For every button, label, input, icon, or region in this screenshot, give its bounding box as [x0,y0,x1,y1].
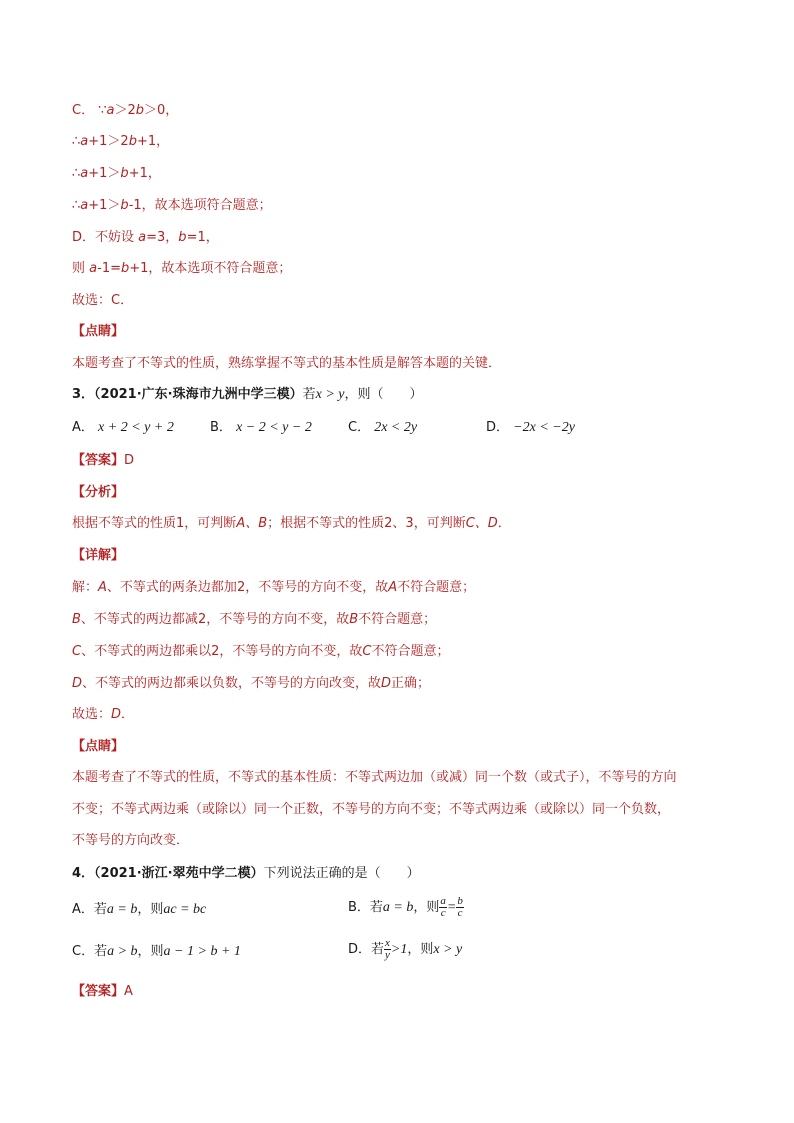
option-label: C．若 [72,944,108,959]
detail-line-4 [72,674,430,694]
var-b: b [128,134,137,149]
relation: +1＞2 [88,134,129,149]
var-a: a [80,166,89,181]
text: ，可判断 [184,516,237,531]
var-a: a [106,103,115,118]
text: 、不等式的两边都乘以负数，不等号的方向改变，故 [82,676,382,691]
option-c[interactable] [348,418,417,438]
tag-detail: 【详解】 [72,548,125,563]
option-a[interactable] [72,418,174,438]
number: 2 [197,612,207,627]
var: A [388,580,398,595]
tag-answer: 【答案】 [72,453,125,468]
relation-end: +1， [128,166,161,181]
comment-1: 本题考查了不等式的性质，熟练掌握不等式的基本性质是解答本题的关键． [72,356,502,371]
relation-end: -1，故本选项符合题意； [128,198,272,213]
text-pre: 则 [72,261,86,276]
tag-comment-2: 【点睛】 [72,739,125,754]
therefore-symbol: ∴ [72,166,81,181]
text: 不符合题意； [397,580,476,595]
var: C [72,644,82,659]
option-expr: x + 2 < y + 2 [98,420,174,435]
text: ，则 [137,944,164,959]
solution-option-d-line1 [72,228,219,248]
options-cd: C、D [465,516,498,531]
option-expr: 2x < 2y [374,420,418,435]
var: C [362,644,372,659]
text: 解： [72,580,99,595]
options-ab: A、B [236,516,268,531]
label: C． [72,103,95,118]
condition: >1 [390,942,408,957]
solution-option-c-line3 [72,164,161,184]
text: 、不等式的两条边都加 [106,580,237,595]
tag-analysis: 【分析】 [72,485,125,500]
question-number: 4． [72,866,95,881]
detail-line-1 [72,578,475,598]
text: ． [497,516,511,531]
text: =3， [146,230,179,245]
option-expr: −2x < −2y [513,420,575,435]
text: ，不等号的方向不变，故 [245,580,389,595]
var: D [111,707,122,722]
solution-option-c-line1 [72,101,178,121]
option-label: D． [486,420,510,435]
text: ；根据不等式的性质 [267,516,385,531]
comment-2-line1: 本题考查了不等式的性质，不等式的基本性质：不等式两边加（或减）同一个数（或式子），不等号的方向 [72,770,677,785]
text: ，不等号的方向不变，故 [219,644,363,659]
option-label: B． [210,420,232,435]
option-a[interactable] [72,900,206,920]
because-symbol: ∵ [98,103,107,118]
denominator: c [440,907,446,919]
var-b: b [120,198,129,213]
var-a: a [80,134,89,149]
option-b[interactable] [210,418,312,438]
numerator: b [457,895,463,907]
var: D [381,676,392,691]
option-label: A． [72,420,94,435]
text: -1= [97,261,121,276]
text: 根据不等式的性质 [72,516,177,531]
solution-option-c-line4 [72,196,272,216]
relation: +1＞ [88,198,121,213]
choose-line-2 [72,705,134,725]
analysis-text [72,514,511,534]
option-label: C． [348,420,371,435]
question-4-options-row2 [72,937,722,970]
option-label: B．若 [348,900,383,915]
text-end: +1，故本选项不符合题意； [129,261,292,276]
var: B [349,612,359,627]
number: 2 [236,580,246,595]
number: 2、3 [384,516,414,531]
condition: x > y [315,387,345,402]
var-a: a [89,261,98,276]
text: ，则 [407,942,434,957]
result: x > y [433,942,463,957]
question-4-options-row1 [72,895,722,928]
text: 不符合题意； [358,612,437,627]
option-d[interactable] [486,418,575,438]
fraction-b-over-c [456,896,464,919]
text-end: =1， [186,230,219,245]
fraction-x-over-y [384,938,391,961]
var-b: b [178,230,187,245]
question-3-stem [72,385,423,405]
number: 2 [211,644,220,659]
numerator: a [440,895,446,907]
option-label: A．若 [72,902,107,917]
var-a: a [80,198,89,213]
relation: ＞2 [114,103,136,118]
text: ，可判断 [413,516,466,531]
option-c[interactable] [72,942,241,962]
text: ，则 [137,902,164,917]
relation: +1＞ [88,166,121,181]
text: 故选： [72,707,112,722]
solution-option-c-line2 [72,132,169,152]
option-d[interactable] [348,938,462,961]
result: ac = bc [163,902,207,917]
result: a − 1 > b + 1 [163,944,241,959]
stem-post: ，则（ ） [344,387,423,402]
denominator: y [385,949,390,961]
condition: a > b [107,944,138,959]
question-source: （2021·广东·珠海市九洲中学三模） [94,387,303,402]
relation-end: ＞0， [144,103,179,118]
text: 、不等式的两边都乘以 [81,644,212,659]
number: 1 [176,516,185,531]
option-expr: x − 2 < y − 2 [236,420,312,435]
condition: a = b [106,902,138,917]
var: A [98,580,107,595]
numerator: x [385,937,390,949]
tag-comment-1: 【点睛】 [72,324,125,339]
var-b: b [135,103,145,118]
equals: = [446,900,457,915]
detail-line-2 [72,610,436,630]
text: 不符合题意； [371,644,450,659]
fraction-a-over-c [439,896,447,919]
answer-value: A [124,984,133,999]
label: D．不妨设 [72,230,135,245]
detail-line-3 [72,642,449,662]
tag-answer: 【答案】 [72,984,125,999]
stem: 下列说法正确的是（ ） [263,866,420,881]
var-a: a [138,230,147,245]
answer-3 [72,451,134,471]
option-b[interactable] [348,896,464,919]
comment-2-line2: 不变；不等式两边乘（或除以）同一个正数，不等号的方向不变；不等式两边乘（或除以）同一个负数， [72,802,671,817]
denominator: c [457,907,463,919]
var-b: b [120,166,129,181]
therefore-symbol: ∴ [72,134,81,149]
answer-4 [72,982,133,1002]
relation-end: +1， [136,134,170,149]
question-number: 3． [72,387,95,402]
text: 正确； [391,676,431,691]
text: 、不等式的两边都减 [80,612,198,627]
solution-option-d-line2 [72,259,291,279]
choose-line-1: 故选：C． [72,293,134,308]
text: ，不等号的方向不变，故 [206,612,350,627]
text: ． [121,707,135,722]
var: B [72,612,81,627]
answer-value: D [124,453,135,468]
question-source: （2021·浙江·翠苑中学二模） [94,866,264,881]
condition: a = b [382,900,414,915]
therefore-symbol: ∴ [72,198,81,213]
stem-pre: 若 [302,387,316,402]
comment-2-line3: 不等号的方向改变． [72,833,190,848]
option-label: D．若 [348,942,385,957]
var-b: b [120,261,130,276]
question-4-stem [72,864,420,884]
var: D [72,676,83,691]
text: ，则 [413,900,440,915]
